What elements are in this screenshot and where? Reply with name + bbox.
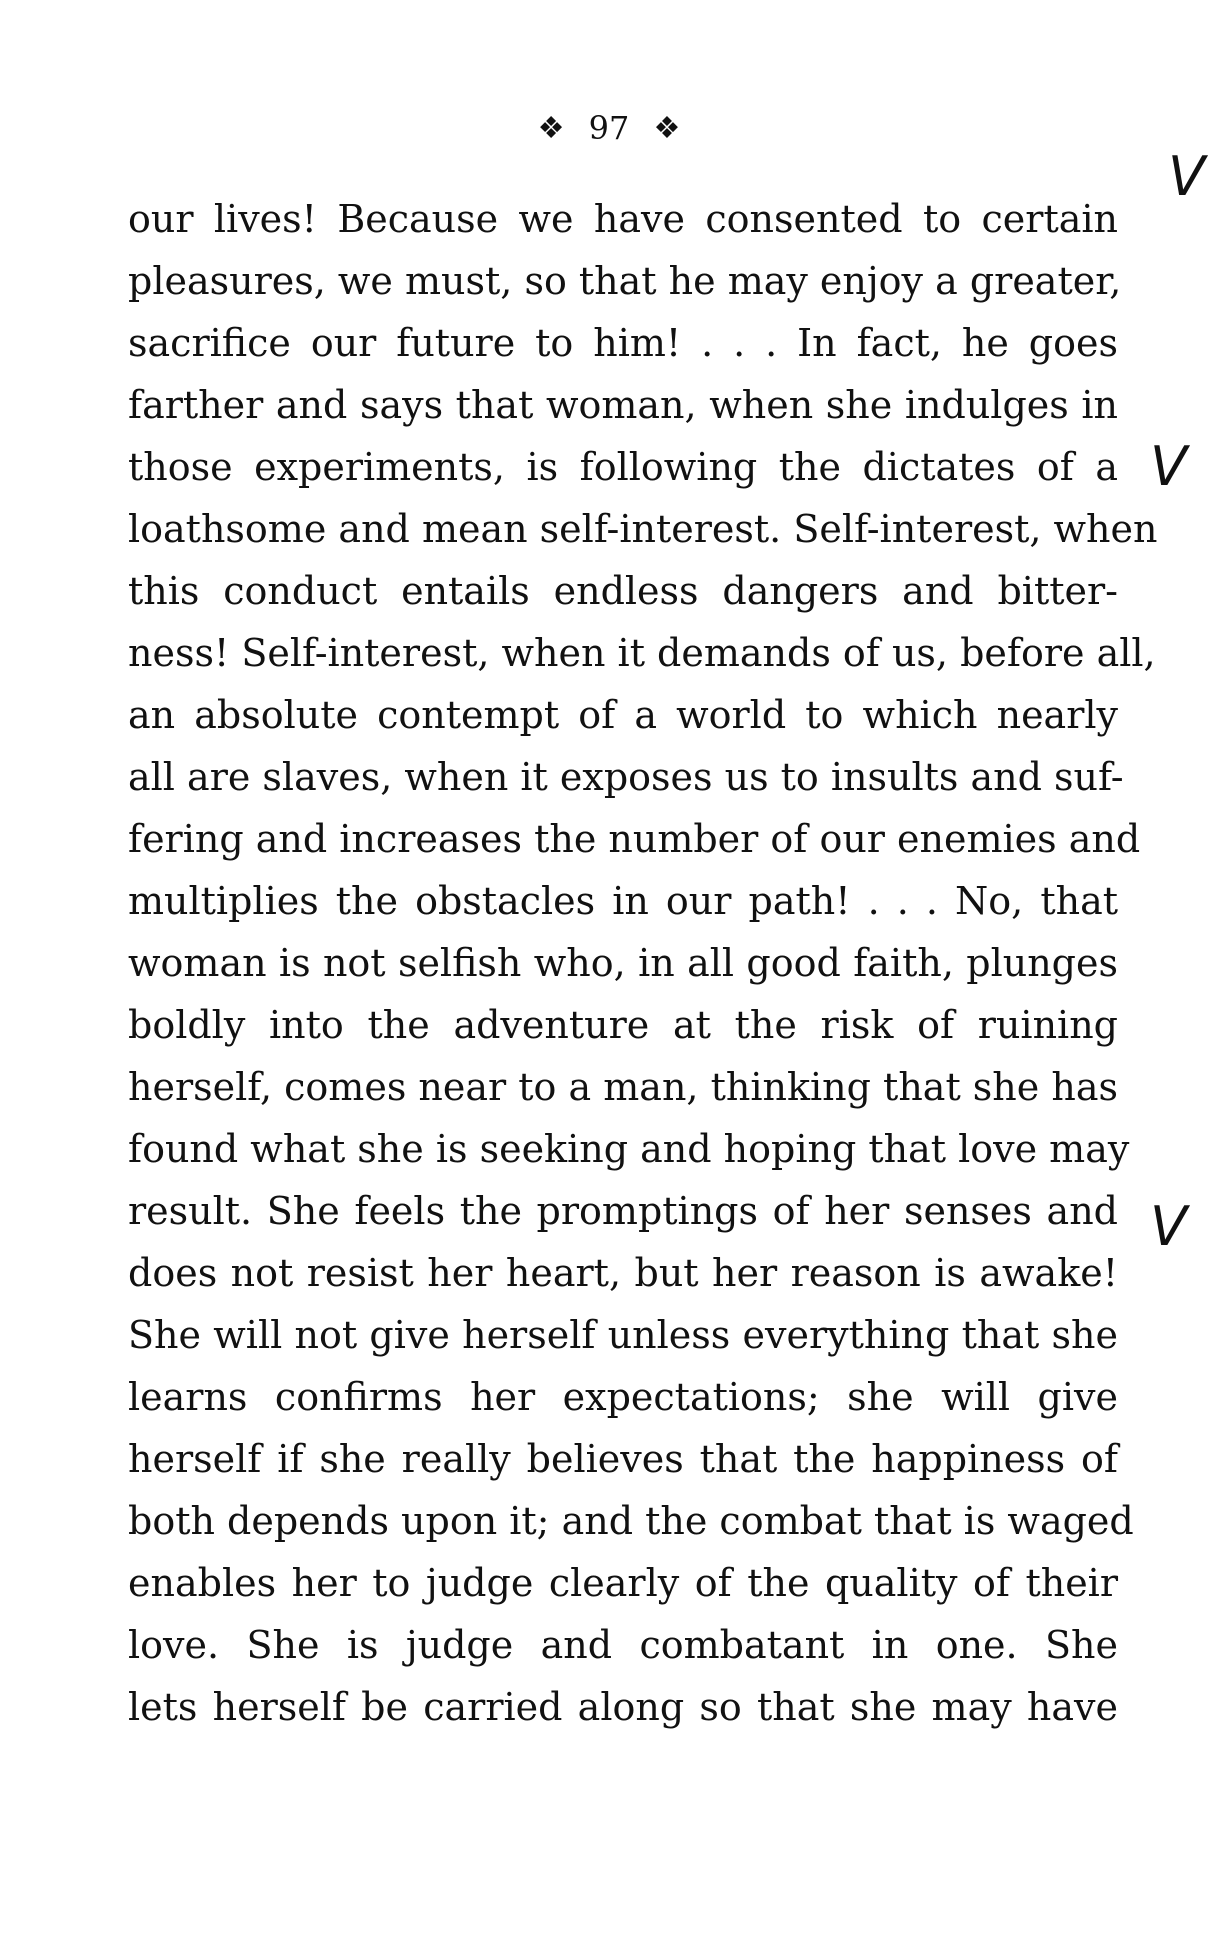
text-line: fering and increases the number of our enemies and (128, 817, 1141, 861)
page-body (128, 188, 1158, 1738)
margin-check-mark: V (1150, 435, 1187, 498)
text-line: enables her to judge clearly of the quality of their (128, 1561, 1118, 1605)
text-line: woman is not selfish who, in all good faith, plunges (128, 941, 1118, 985)
text-line: She will not give herself unless everything that she (128, 1313, 1118, 1357)
text-line: love. She is judge and combatant in one. She (128, 1623, 1118, 1667)
text-line: result. She feels the promptings of her senses and (128, 1189, 1118, 1233)
text-line: those experiments, is following the dictates of a (128, 445, 1118, 489)
text-line: learns confirms her expectations; she will give (128, 1375, 1118, 1419)
left-ornament-icon: ❖ (537, 111, 565, 146)
text-line: boldly into the adventure at the risk of ruining (128, 1003, 1118, 1047)
right-ornament-icon: ❖ (653, 111, 681, 146)
text-line: loathsome and mean self-interest. Self-interest, when (128, 507, 1158, 551)
text-line: does not resist her heart, but her reason is awake! (128, 1251, 1118, 1295)
text-line: an absolute contempt of a world to which nearly (128, 693, 1118, 737)
page-number: 97 (588, 109, 630, 147)
text-line: both depends upon it; and the combat that is waged (128, 1499, 1134, 1543)
text-line: lets herself be carried along so that she may have (128, 1685, 1118, 1729)
text-line: herself, comes near to a man, thinking that she has (128, 1065, 1118, 1109)
margin-check-mark: V (1168, 145, 1205, 208)
text-line: farther and says that woman, when she indulges in (128, 383, 1118, 427)
text-line: herself if she really believes that the happiness of (128, 1437, 1118, 1481)
page-header (0, 108, 1218, 149)
text-line: our lives! Because we have consented to certain (128, 197, 1118, 241)
text-line: ness! Self-interest, when it demands of us, before all, (128, 631, 1156, 675)
text-line: pleasures, we must, so that he may enjoy a greater, (128, 259, 1122, 303)
text-line: sacrifice our future to him! . . . In fact, he goes (128, 321, 1118, 365)
text-line: multiplies the obstacles in our path! . . . No, that (128, 879, 1118, 923)
text-line: found what she is seeking and hoping that love may (128, 1127, 1130, 1171)
text-line: this conduct entails endless dangers and bitter- (128, 569, 1118, 613)
margin-check-mark: V (1150, 1195, 1187, 1258)
text-line: all are slaves, when it exposes us to insults and suf- (128, 755, 1124, 799)
